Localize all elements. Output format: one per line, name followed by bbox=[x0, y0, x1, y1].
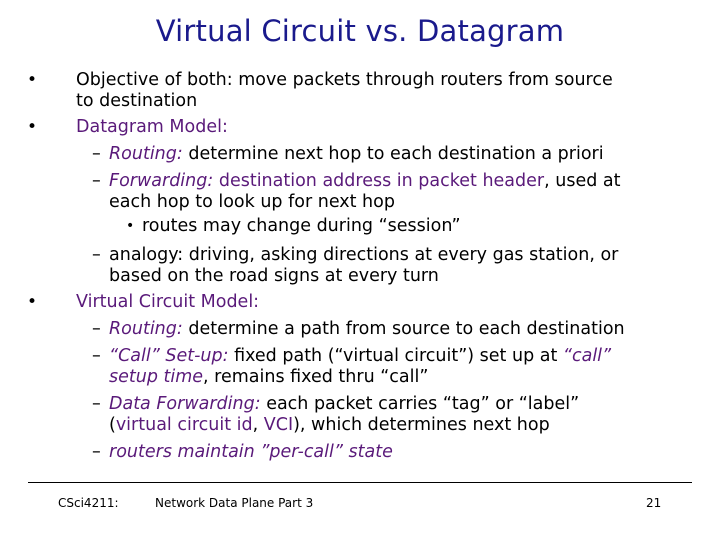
vc-data-forwarding bbox=[109, 394, 579, 414]
objective-line-2: to destination bbox=[76, 91, 198, 111]
vc-setup-label: “Call” Set-up: bbox=[109, 346, 229, 366]
vc-df-label: Data Forwarding: bbox=[109, 394, 261, 414]
vc-df-vci: VCI bbox=[263, 415, 294, 435]
vc-setup bbox=[109, 346, 611, 366]
footer-course: CSci4211: bbox=[58, 496, 119, 510]
vc-data-forwarding-line-2 bbox=[109, 415, 550, 435]
footer-divider bbox=[28, 482, 692, 483]
vc-routing-label: Routing: bbox=[109, 319, 183, 339]
forwarding-highlight: destination address in packet header bbox=[218, 171, 545, 191]
vc-df-rest: ), which determines next hop bbox=[293, 415, 550, 435]
vc-df-text: each packet carries “tag” or “label” bbox=[260, 394, 580, 414]
vc-df-sep: , bbox=[252, 415, 264, 435]
dash-icon: – bbox=[92, 442, 101, 462]
vc-df-vci-id: virtual circuit id bbox=[115, 415, 253, 435]
dash-icon: – bbox=[92, 144, 101, 164]
datagram-routing bbox=[109, 144, 604, 164]
vc-heading: Virtual Circuit Model: bbox=[76, 292, 260, 312]
dash-icon: – bbox=[92, 245, 101, 265]
routing-label: Routing: bbox=[109, 144, 183, 164]
vc-setup-call: “call” bbox=[562, 346, 612, 366]
vc-setup-text: fixed path (“virtual circuit”) set up at bbox=[228, 346, 563, 366]
slide-title: Virtual Circuit vs. Datagram bbox=[155, 14, 565, 48]
datagram-forwarding bbox=[109, 171, 620, 191]
bullet-icon: • bbox=[27, 70, 38, 90]
footer-page-number: 21 bbox=[646, 496, 662, 510]
datagram-forwarding-line-2: each hop to look up for next hop bbox=[109, 192, 395, 212]
objective-line-1: Objective of both: move packets through routers from source bbox=[76, 70, 613, 90]
dash-icon: – bbox=[92, 319, 101, 339]
vc-routing-text: determine a path from source to each destination bbox=[182, 319, 625, 339]
sub-bullet-icon: • bbox=[126, 218, 135, 234]
vc-df-open: ( bbox=[109, 415, 116, 435]
bullet-icon: • bbox=[27, 292, 38, 312]
vc-setup-line-2 bbox=[109, 367, 428, 387]
footer-topic: Network Data Plane Part 3 bbox=[155, 496, 314, 510]
bullet-icon: • bbox=[27, 117, 38, 137]
dash-icon: – bbox=[92, 171, 101, 191]
vc-setup-rest: , remains fixed thru “call” bbox=[203, 367, 429, 387]
vc-routing bbox=[109, 319, 625, 339]
datagram-analogy-line-2: based on the road signs at every turn bbox=[109, 266, 439, 286]
datagram-sub-note: routes may change during “session” bbox=[142, 216, 461, 236]
datagram-analogy-line-1: analogy: driving, asking directions at every gas station, or bbox=[109, 245, 619, 265]
routing-text: determine next hop to each destination a priori bbox=[182, 144, 604, 164]
vc-setup-time: setup time bbox=[109, 367, 204, 387]
forwarding-rest: , used at bbox=[544, 171, 621, 191]
forwarding-label: Forwarding: bbox=[109, 171, 214, 191]
dash-icon: – bbox=[92, 394, 101, 414]
dash-icon: – bbox=[92, 346, 101, 366]
datagram-heading: Datagram Model: bbox=[76, 117, 228, 137]
vc-routers-state: routers maintain ”per-call” state bbox=[109, 442, 393, 462]
